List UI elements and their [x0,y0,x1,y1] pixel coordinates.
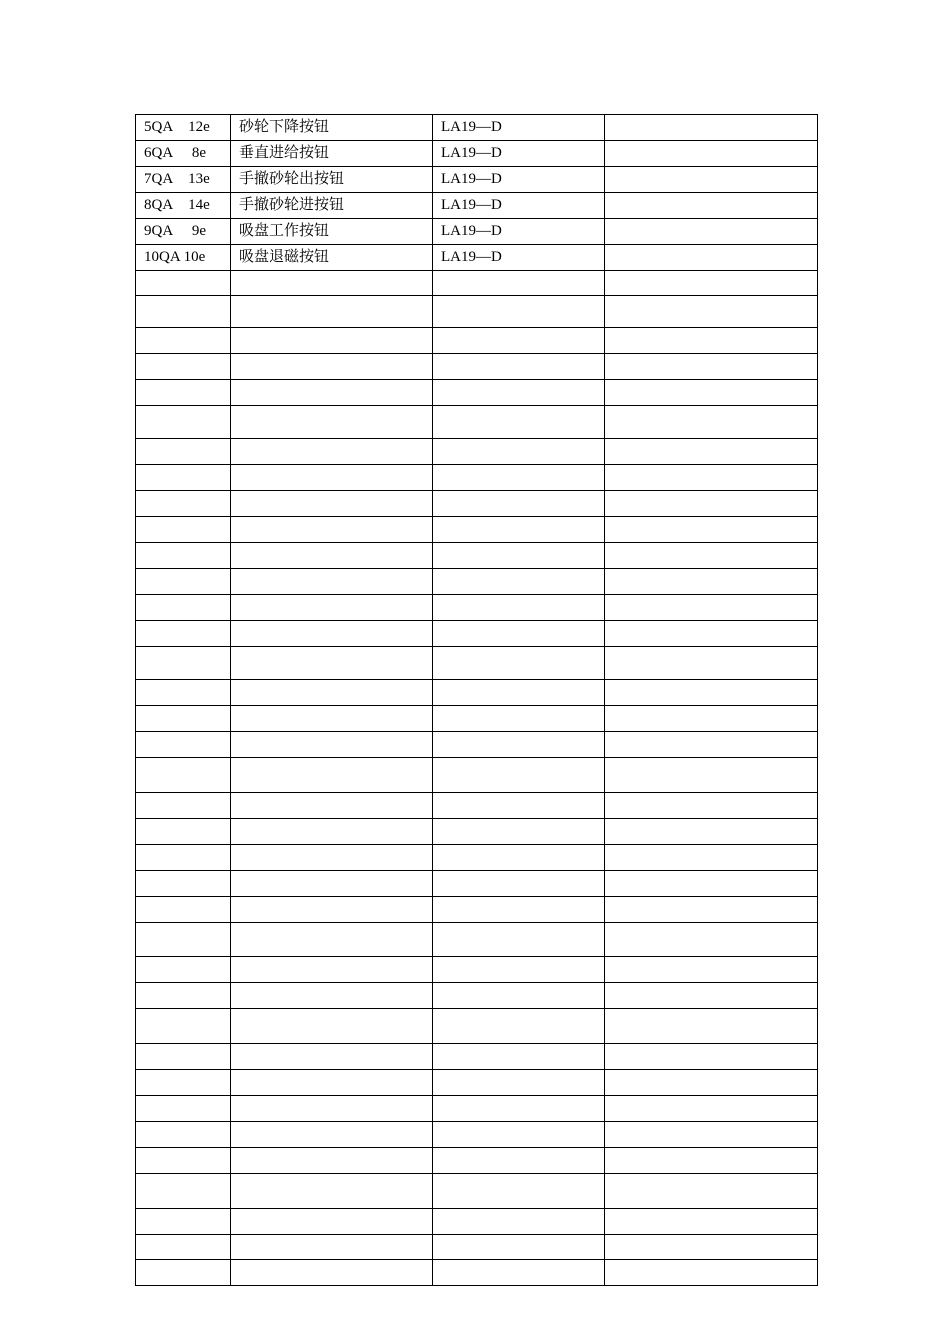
empty-table-row [136,923,818,957]
empty-model-cell [433,569,605,595]
empty-model-cell [433,983,605,1009]
empty-code-cell [136,1009,231,1044]
component-list-table [135,114,818,1286]
empty-code-cell [136,1260,231,1286]
component-code-cell: 10QA 10e [136,245,231,271]
empty-table-row [136,680,818,706]
empty-note-cell [605,758,818,793]
empty-model-cell [433,543,605,569]
empty-note-cell [605,271,818,296]
empty-code-cell [136,1096,231,1122]
empty-note-cell [605,871,818,897]
empty-table-row [136,328,818,354]
empty-note-cell [605,957,818,983]
empty-note-cell [605,793,818,819]
empty-table-row [136,1174,818,1209]
empty-name-cell [231,595,433,621]
empty-table-row [136,871,818,897]
empty-code-cell [136,1174,231,1209]
empty-table-row [136,465,818,491]
empty-model-cell [433,1070,605,1096]
empty-model-cell [433,793,605,819]
empty-table-row [136,354,818,380]
empty-model-cell [433,1096,605,1122]
empty-code-cell [136,819,231,845]
component-code-cell: 8QA 14e [136,193,231,219]
component-code-cell: 7QA 13e [136,167,231,193]
empty-code-cell [136,923,231,957]
component-note-cell [605,245,818,271]
empty-code-cell [136,1070,231,1096]
empty-table-row [136,819,818,845]
empty-table-row [136,621,818,647]
empty-model-cell [433,706,605,732]
empty-note-cell [605,1260,818,1286]
empty-table-row [136,569,818,595]
empty-name-cell [231,1235,433,1260]
empty-table-row [136,380,818,406]
empty-name-cell [231,845,433,871]
empty-name-cell [231,1174,433,1209]
empty-name-cell [231,923,433,957]
empty-name-cell [231,1122,433,1148]
empty-table-row [136,1209,818,1235]
empty-name-cell [231,793,433,819]
empty-note-cell [605,569,818,595]
empty-table-row [136,793,818,819]
empty-code-cell [136,271,231,296]
empty-note-cell [605,296,818,328]
empty-model-cell [433,517,605,543]
table-row [136,219,818,245]
empty-name-cell [231,680,433,706]
empty-code-cell [136,793,231,819]
empty-table-row [136,983,818,1009]
empty-table-row [136,845,818,871]
empty-code-cell [136,983,231,1009]
empty-name-cell [231,758,433,793]
empty-note-cell [605,706,818,732]
empty-table-row [136,1044,818,1070]
empty-code-cell [136,1148,231,1174]
empty-code-cell [136,517,231,543]
empty-name-cell [231,983,433,1009]
component-note-cell [605,193,818,219]
empty-model-cell [433,819,605,845]
empty-note-cell [605,380,818,406]
empty-table-row [136,543,818,569]
empty-model-cell [433,271,605,296]
empty-model-cell [433,380,605,406]
component-model-cell: LA19—D [433,219,605,245]
empty-model-cell [433,491,605,517]
empty-model-cell [433,439,605,465]
empty-note-cell [605,491,818,517]
empty-note-cell [605,595,818,621]
empty-code-cell [136,871,231,897]
component-model-cell: LA19—D [433,193,605,219]
empty-name-cell [231,406,433,439]
empty-code-cell [136,758,231,793]
table-row [136,167,818,193]
empty-note-cell [605,983,818,1009]
empty-code-cell [136,491,231,517]
component-model-cell: LA19—D [433,245,605,271]
empty-note-cell [605,647,818,680]
empty-code-cell [136,1122,231,1148]
empty-note-cell [605,923,818,957]
component-note-cell [605,219,818,245]
empty-name-cell [231,1044,433,1070]
empty-table-row [136,957,818,983]
table-row [136,115,818,141]
empty-model-cell [433,1174,605,1209]
empty-note-cell [605,354,818,380]
component-note-cell [605,167,818,193]
empty-table-row [136,439,818,465]
empty-table-row [136,1009,818,1044]
empty-name-cell [231,1070,433,1096]
component-note-cell [605,115,818,141]
empty-name-cell [231,569,433,595]
empty-note-cell [605,1122,818,1148]
empty-note-cell [605,543,818,569]
empty-code-cell [136,845,231,871]
empty-name-cell [231,897,433,923]
empty-note-cell [605,406,818,439]
component-name-cell: 吸盘退磁按钮 [231,245,433,271]
empty-code-cell [136,680,231,706]
empty-code-cell [136,465,231,491]
empty-note-cell [605,621,818,647]
empty-name-cell [231,354,433,380]
component-model-cell: LA19—D [433,115,605,141]
empty-model-cell [433,595,605,621]
empty-note-cell [605,819,818,845]
empty-code-cell [136,595,231,621]
empty-note-cell [605,328,818,354]
empty-name-cell [231,517,433,543]
component-list-table-container [135,114,817,1286]
empty-name-cell [231,1260,433,1286]
empty-code-cell [136,354,231,380]
empty-model-cell [433,871,605,897]
empty-table-row [136,758,818,793]
empty-model-cell [433,1009,605,1044]
empty-code-cell [136,296,231,328]
component-model-cell: LA19—D [433,141,605,167]
empty-model-cell [433,1260,605,1286]
component-code-cell: 9QA 9e [136,219,231,245]
empty-note-cell [605,845,818,871]
empty-model-cell [433,328,605,354]
empty-name-cell [231,439,433,465]
empty-model-cell [433,680,605,706]
table-row [136,245,818,271]
empty-name-cell [231,1096,433,1122]
component-name-cell: 吸盘工作按钮 [231,219,433,245]
empty-note-cell [605,1009,818,1044]
empty-code-cell [136,621,231,647]
empty-code-cell [136,569,231,595]
component-note-cell [605,141,818,167]
empty-model-cell [433,296,605,328]
empty-name-cell [231,328,433,354]
empty-table-row [136,271,818,296]
empty-table-row [136,491,818,517]
component-model-cell: LA19—D [433,167,605,193]
empty-code-cell [136,543,231,569]
empty-note-cell [605,1148,818,1174]
empty-table-row [136,595,818,621]
empty-table-row [136,1260,818,1286]
empty-table-row [136,732,818,758]
empty-model-cell [433,465,605,491]
empty-name-cell [231,271,433,296]
empty-note-cell [605,465,818,491]
component-name-cell: 手撤砂轮进按钮 [231,193,433,219]
empty-model-cell [433,957,605,983]
empty-note-cell [605,897,818,923]
empty-model-cell [433,647,605,680]
empty-note-cell [605,680,818,706]
empty-model-cell [433,758,605,793]
empty-table-row [136,1235,818,1260]
empty-name-cell [231,543,433,569]
empty-code-cell [136,406,231,439]
empty-name-cell [231,491,433,517]
empty-name-cell [231,647,433,680]
empty-model-cell [433,845,605,871]
empty-name-cell [231,1009,433,1044]
empty-model-cell [433,406,605,439]
empty-model-cell [433,1209,605,1235]
empty-code-cell [136,706,231,732]
empty-table-row [136,517,818,543]
empty-model-cell [433,621,605,647]
empty-name-cell [231,819,433,845]
empty-table-row [136,897,818,923]
empty-name-cell [231,465,433,491]
empty-code-cell [136,1235,231,1260]
empty-code-cell [136,380,231,406]
empty-note-cell [605,439,818,465]
empty-code-cell [136,897,231,923]
empty-note-cell [605,517,818,543]
empty-name-cell [231,1209,433,1235]
empty-code-cell [136,1044,231,1070]
empty-name-cell [231,957,433,983]
empty-code-cell [136,957,231,983]
empty-code-cell [136,439,231,465]
empty-name-cell [231,706,433,732]
component-code-cell: 6QA 8e [136,141,231,167]
component-name-cell: 砂轮下降按钮 [231,115,433,141]
empty-model-cell [433,923,605,957]
component-name-cell: 垂直进给按钮 [231,141,433,167]
empty-note-cell [605,1209,818,1235]
empty-table-row [136,706,818,732]
empty-note-cell [605,1235,818,1260]
empty-name-cell [231,871,433,897]
empty-code-cell [136,647,231,680]
empty-code-cell [136,1209,231,1235]
empty-note-cell [605,1096,818,1122]
empty-table-row [136,1070,818,1096]
component-name-cell: 手撤砂轮出按钮 [231,167,433,193]
table-body [136,115,818,1286]
empty-name-cell [231,296,433,328]
empty-name-cell [231,380,433,406]
empty-model-cell [433,1122,605,1148]
empty-name-cell [231,732,433,758]
empty-name-cell [231,621,433,647]
empty-table-row [136,1096,818,1122]
empty-model-cell [433,732,605,758]
empty-table-row [136,1122,818,1148]
empty-code-cell [136,732,231,758]
component-code-cell: 5QA 12e [136,115,231,141]
empty-table-row [136,406,818,439]
table-row [136,193,818,219]
table-row [136,141,818,167]
empty-model-cell [433,1235,605,1260]
empty-name-cell [231,1148,433,1174]
empty-model-cell [433,1044,605,1070]
empty-model-cell [433,897,605,923]
empty-note-cell [605,1044,818,1070]
empty-note-cell [605,1070,818,1096]
empty-note-cell [605,732,818,758]
empty-code-cell [136,328,231,354]
empty-model-cell [433,1148,605,1174]
empty-note-cell [605,1174,818,1209]
empty-table-row [136,1148,818,1174]
empty-table-row [136,647,818,680]
empty-model-cell [433,354,605,380]
empty-table-row [136,296,818,328]
